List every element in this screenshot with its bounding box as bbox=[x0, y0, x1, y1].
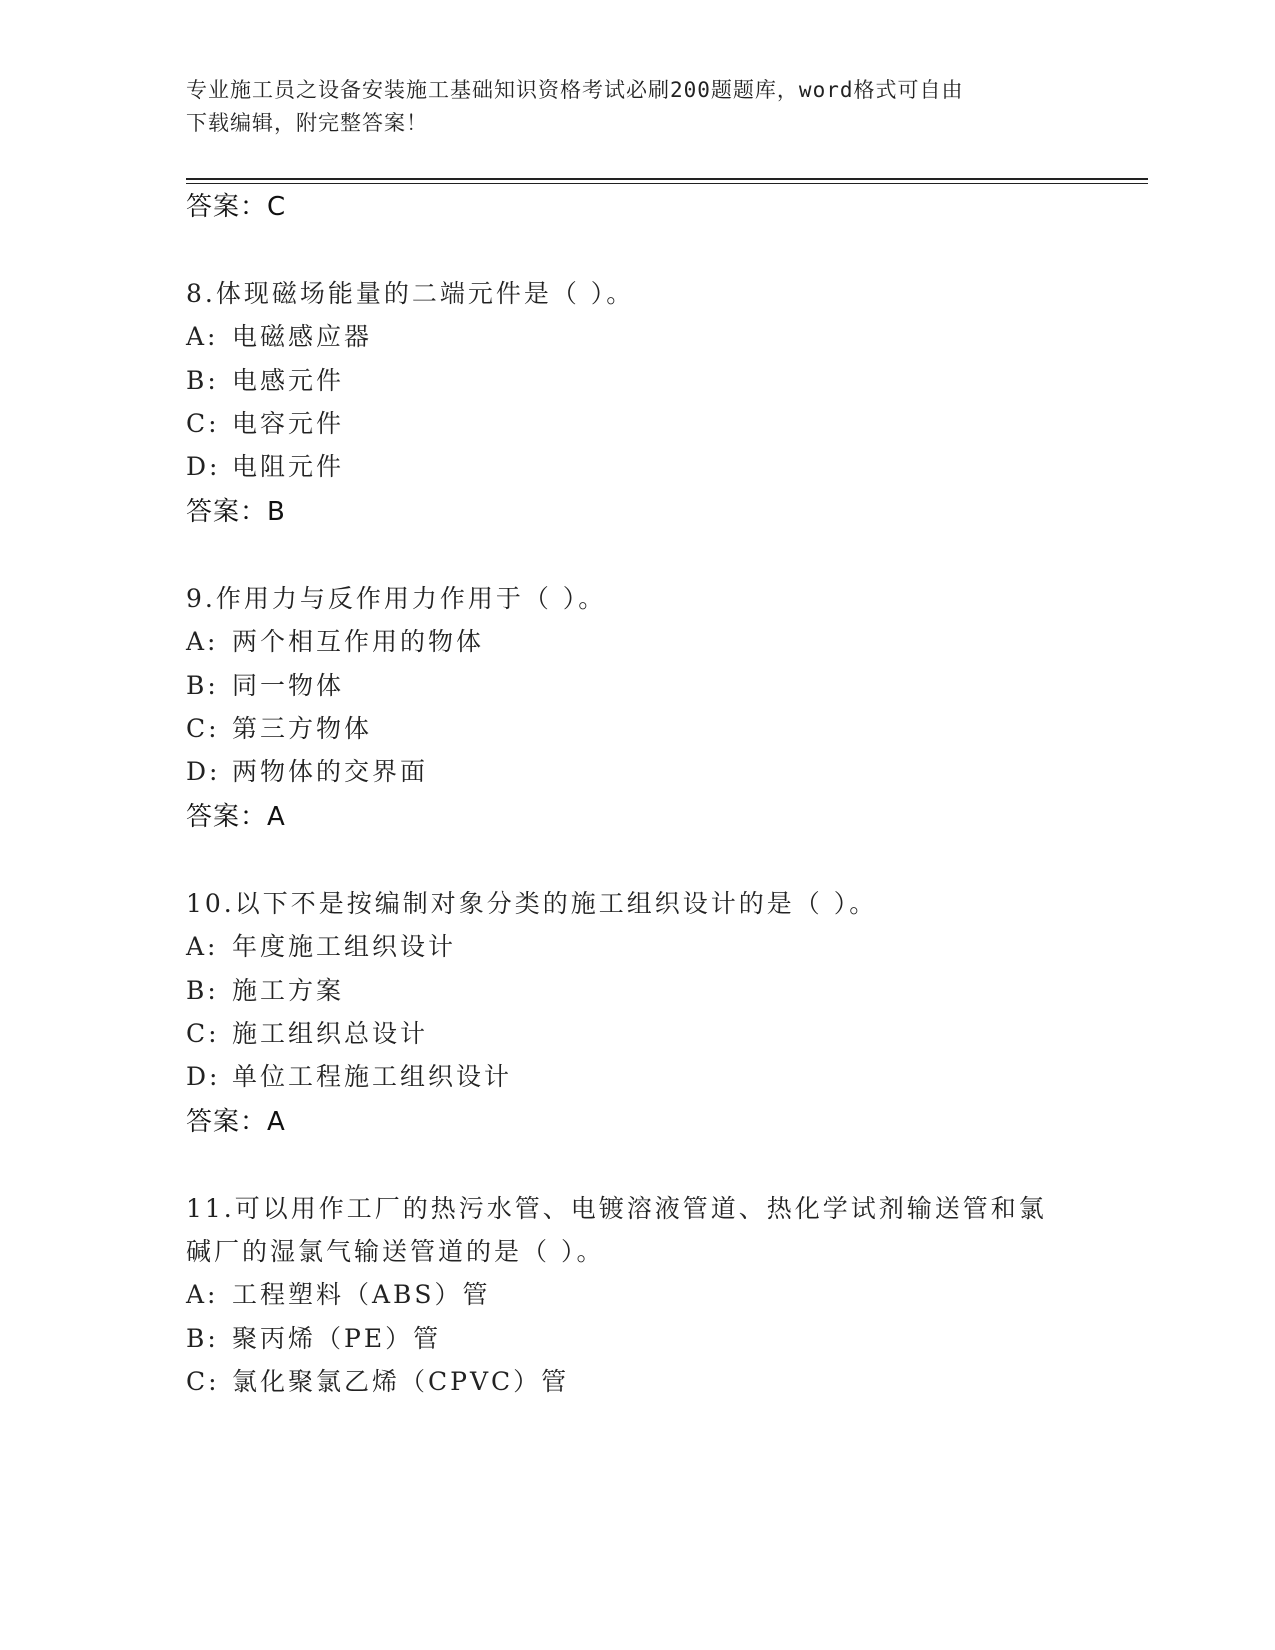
option-letter: A: bbox=[186, 322, 219, 351]
question-10-option-a bbox=[186, 927, 456, 963]
question-10-stem: 10.以下不是按编制对象分类的施工组织设计的是（ ）。 bbox=[186, 889, 878, 918]
question-10-answer: 答案：A bbox=[186, 1107, 286, 1137]
option-letter: B: bbox=[186, 366, 219, 395]
option-text: 氯化聚氯乙烯（CPVC）管 bbox=[232, 1367, 570, 1396]
option-text: 两个相互作用的物体 bbox=[232, 627, 485, 656]
question-8-option-a bbox=[186, 317, 372, 353]
question-10-option-c bbox=[186, 1014, 428, 1050]
option-text: 两物体的交界面 bbox=[232, 757, 429, 786]
question-10-option-d bbox=[186, 1057, 512, 1093]
option-text: 第三方物体 bbox=[232, 714, 373, 743]
option-text: 施工方案 bbox=[232, 976, 345, 1005]
option-letter: D: bbox=[186, 757, 221, 786]
question-8-option-b bbox=[186, 361, 344, 397]
option-letter: A: bbox=[186, 932, 219, 961]
option-letter: B: bbox=[186, 671, 219, 700]
option-letter: C: bbox=[186, 714, 220, 743]
question-8-option-c bbox=[186, 404, 344, 440]
question-11-option-c bbox=[186, 1362, 569, 1398]
header-line-1: 专业施工员之设备安装施工基础知识资格考试必刷200题题库，word格式可自由 bbox=[186, 78, 964, 102]
option-letter: C: bbox=[186, 1367, 220, 1396]
question-8-answer: 答案：B bbox=[186, 497, 286, 527]
option-text: 同一物体 bbox=[232, 671, 345, 700]
option-letter: C: bbox=[186, 409, 220, 438]
option-text: 工程塑料（ABS）管 bbox=[232, 1280, 491, 1309]
question-9-option-d bbox=[186, 752, 428, 788]
option-text: 电感元件 bbox=[232, 366, 345, 395]
question-11-option-b bbox=[186, 1319, 441, 1355]
option-text: 施工组织总设计 bbox=[232, 1019, 429, 1048]
question-9-option-b bbox=[186, 666, 344, 702]
option-text: 电容元件 bbox=[232, 409, 345, 438]
question-11-option-a bbox=[186, 1275, 491, 1311]
page-header bbox=[186, 74, 1066, 140]
option-letter: D: bbox=[186, 1062, 221, 1091]
option-letter: A: bbox=[186, 1280, 219, 1309]
question-9-option-a bbox=[186, 622, 484, 658]
answer-previous: 答案：C bbox=[186, 192, 287, 222]
header-divider-thin bbox=[186, 183, 1148, 184]
header-line-2: 下载编辑，附完整答案！ bbox=[186, 111, 428, 135]
question-9-answer: 答案：A bbox=[186, 802, 286, 832]
option-letter: B: bbox=[186, 976, 219, 1005]
option-text: 电磁感应器 bbox=[232, 322, 373, 351]
option-letter: B: bbox=[186, 1324, 219, 1353]
question-8-stem: 8.体现磁场能量的二端元件是（ ）。 bbox=[186, 279, 635, 308]
option-letter: A: bbox=[186, 627, 219, 656]
option-text: 聚丙烯（PE）管 bbox=[232, 1324, 442, 1353]
question-11-stem-line-2: 碱厂的湿氯气输送管道的是（ ）。 bbox=[186, 1237, 605, 1266]
question-10-option-b bbox=[186, 971, 344, 1007]
option-letter: D: bbox=[186, 452, 221, 481]
option-letter: C: bbox=[186, 1019, 220, 1048]
option-text: 单位工程施工组织设计 bbox=[232, 1062, 513, 1091]
question-9-option-c bbox=[186, 709, 372, 745]
question-9-stem: 9.作用力与反作用力作用于（ ）。 bbox=[186, 584, 607, 613]
question-8-option-d bbox=[186, 447, 344, 483]
question-11-stem-line-1: 11.可以用作工厂的热污水管、电镀溶液管道、热化学试剂输送管和氯 bbox=[186, 1194, 1047, 1223]
option-text: 年度施工组织设计 bbox=[232, 932, 457, 961]
header-divider-thick bbox=[186, 178, 1148, 180]
option-text: 电阻元件 bbox=[232, 452, 345, 481]
